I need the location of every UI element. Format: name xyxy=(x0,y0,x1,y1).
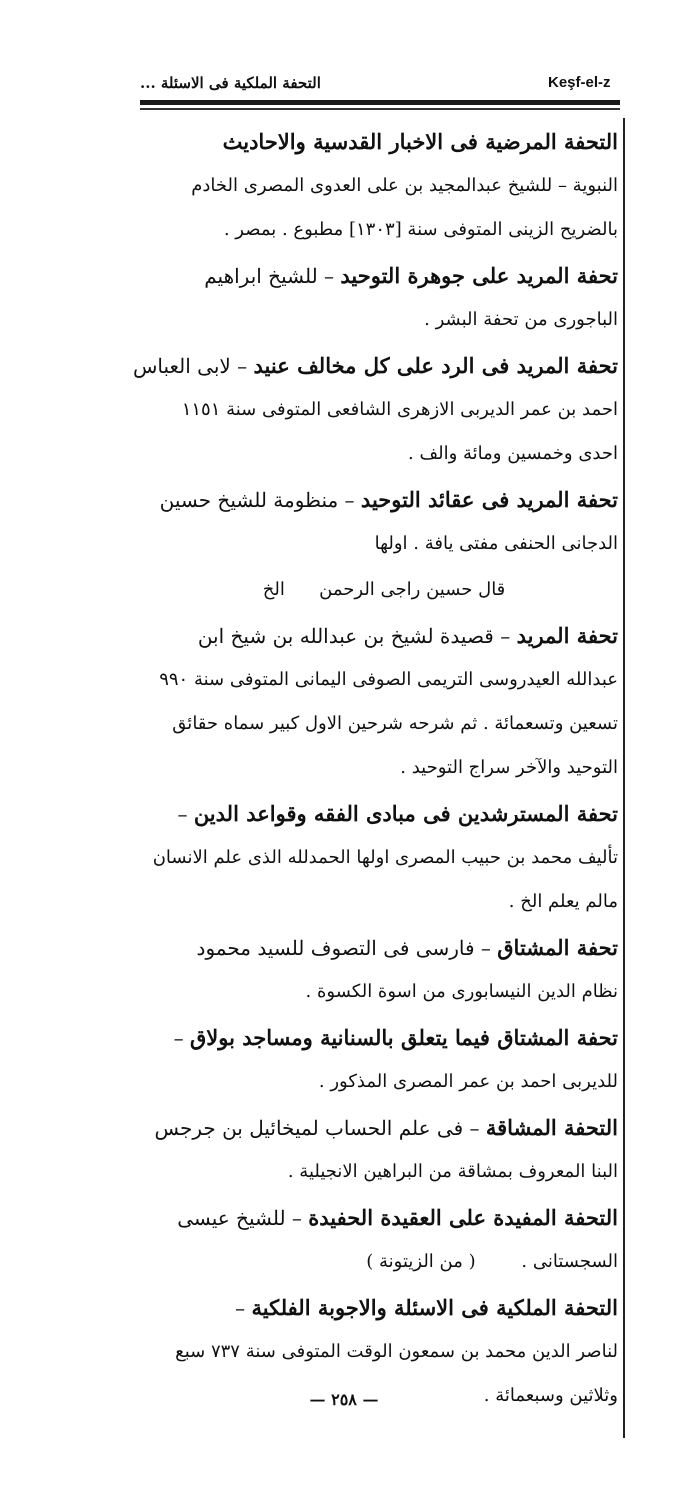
entry xyxy=(150,792,618,924)
entry xyxy=(150,120,618,252)
entry xyxy=(150,926,618,1014)
entry-line: نظام الدين النيسابورى من اسوة الكسوة . xyxy=(305,981,618,1002)
entry-head: التحفة المرضية فى الاخبار القدسية والاحاديث xyxy=(222,129,618,154)
verse-line: قال حسين راجى الرحمن الخ xyxy=(262,579,506,600)
entry xyxy=(150,1106,618,1194)
entry-line: احدى وخمسين ومائة والف . xyxy=(408,443,618,464)
verse xyxy=(150,568,618,612)
margin-line xyxy=(623,118,625,1438)
entries-column xyxy=(132,120,618,1420)
entry-line: عبدالله العيدروسى التريمى الصوفى اليمانى المتوفى سنة ٩٩٠ xyxy=(159,669,618,690)
entry-rest: – للشيخ ابراهيم xyxy=(204,264,335,288)
entry xyxy=(150,1196,618,1284)
running-code: Keşf-el-z xyxy=(548,74,611,91)
entry-head: التحفة الملكية فى الاسئلة والاجوبة الفلكية xyxy=(251,1295,618,1320)
entry-line: النبوية – للشيخ عبدالمجيد بن على العدوى المصرى الخادم xyxy=(191,175,618,196)
entry-head: تحفة المريد فى الرد على كل مخالف عنيد xyxy=(253,353,618,378)
entry-line: مالم يعلم الخ . xyxy=(508,891,618,912)
entry xyxy=(150,614,618,790)
entry xyxy=(150,1016,618,1104)
entry-line: احمد بن عمر الديربى الازهرى الشافعى المتوفى سنة ١١٥١ xyxy=(181,399,618,420)
entry xyxy=(150,254,618,342)
entry-line: بالضريح الزينى المتوفى سنة [١٣٠٣] مطبوع . بمصر . xyxy=(223,219,618,240)
entry xyxy=(132,344,618,476)
entry-head: تحفة المشتاق فيما يتعلق بالسنانية ومساجد بولاق xyxy=(189,1025,618,1050)
entry-line: الدجانى الحنفى مفتى يافة . اولها xyxy=(374,533,618,554)
entry-rest: – قصيدة لشيخ بن عبدالله بن شيخ ابن xyxy=(197,624,511,648)
entry-rest: – xyxy=(177,802,188,826)
entry-rest: – xyxy=(235,1296,246,1320)
entry-head: التحفة المشاقة xyxy=(485,1115,618,1140)
entry-rest: – فارسى فى التصوف للسيد محمود xyxy=(196,936,491,960)
entry-head: تحفة المسترشدين فى مبادى الفقه وقواعد الدين xyxy=(193,801,618,826)
entry-line: وثلاثين وسبعمائة . xyxy=(483,1385,618,1406)
entry-line: التوحيد والآخر سراج التوحيد . xyxy=(400,757,618,778)
entry-rest: – xyxy=(173,1026,184,1050)
entry-rest: – لابى العباس xyxy=(132,354,248,378)
entry-line: لناصر الدين محمد بن سمعون الوقت المتوفى سنة ٧٣٧ سبع xyxy=(175,1341,618,1362)
entry-line: الباجورى من تحفة البشر . xyxy=(424,309,618,330)
entry-line: البنا المعروف بمشاقة من البراهين الانجيلية . xyxy=(287,1161,618,1182)
entry-rest: – للشيخ عيسى xyxy=(177,1206,302,1230)
entry-head: تحفة المريد فى عقائد التوحيد xyxy=(360,487,618,512)
entry-head: تحفة المريد على جوهرة التوحيد xyxy=(340,263,618,288)
entry-head: تحفة المريد xyxy=(516,623,618,648)
entry xyxy=(150,478,618,566)
header-rule-thick xyxy=(140,100,620,105)
entry-head: التحفة المفيدة على العقيدة الحفيدة xyxy=(308,1205,618,1230)
page-number: — ٢٥٨ — xyxy=(309,1390,379,1409)
running-title: التحفة الملكية فى الاسئلة ... xyxy=(140,74,321,92)
entry-line: تأليف محمد بن حبيب المصرى اولها الحمدلله الذى علم الانسان xyxy=(152,847,618,868)
entry-rest: – منظومة للشيخ حسين xyxy=(159,488,355,512)
entry-head: تحفة المشتاق xyxy=(497,935,618,960)
entry-rest: – فى علم الحساب لميخائيل بن جرجس xyxy=(154,1116,480,1140)
entry-line: السجستانى . ( من الزيتونة ) xyxy=(366,1251,618,1272)
entry-line: للديربى احمد بن عمر المصرى المذكور . xyxy=(318,1071,618,1092)
header-rule-thin xyxy=(140,108,620,110)
entry-line: تسعين وتسعمائة . ثم شرحه شرحين الاول كبير سماه حقائق xyxy=(172,713,618,734)
